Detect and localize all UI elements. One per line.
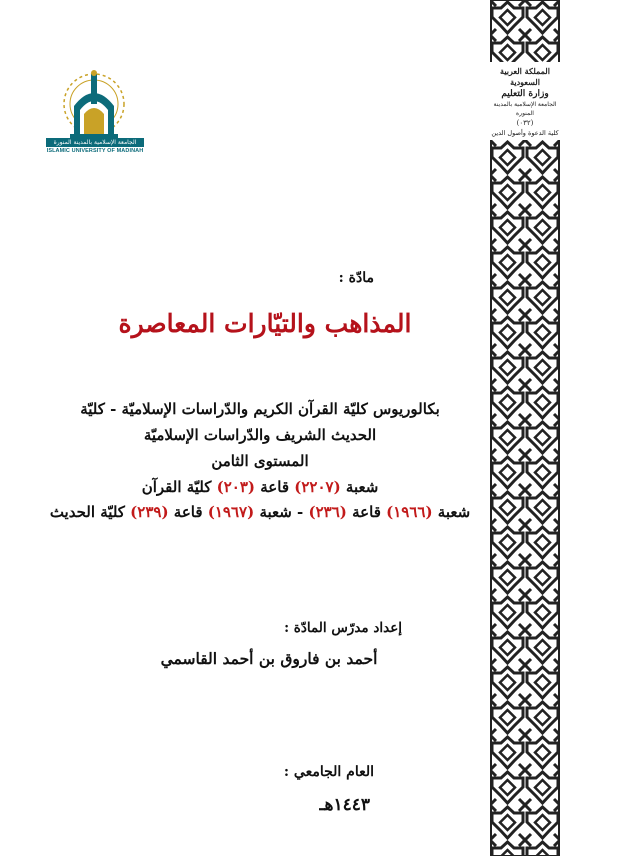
prepared-by-label: إعداد مدرّس المادّة :	[284, 620, 402, 636]
section-word: شعبة	[437, 503, 471, 521]
ministry-name: وزارة التعليم	[501, 89, 549, 99]
section-line-quran	[30, 478, 490, 496]
section-word: - شعبة	[259, 503, 304, 521]
academic-year-label: العام الجامعي :	[283, 764, 374, 780]
university-name-arabic: الجامعة الإسلامية بالمدينة المنورة	[46, 138, 144, 147]
program-line-2: الحديث الشريف والدّراسات الإسلاميّة	[143, 426, 377, 444]
subject-title: المذاهب والتيّارات المعاصرة	[118, 309, 412, 338]
subject-label: مادّة :	[338, 270, 374, 286]
section-number: (١٩٦٧)	[207, 503, 255, 521]
academic-year-value: ١٤٤٣هـ	[319, 795, 370, 815]
hall-number: (٢٠٣)	[216, 478, 256, 496]
author-name: أحمد بن فاروق بن أحمد القاسمي	[160, 649, 378, 668]
ministry-university: الجامعة الإسلامية بالمدينة المنورة	[493, 101, 557, 117]
program-line-1: بكالوريوس كليّة القرآن الكريم والدّراسات الإسلاميّة - كليّة	[80, 400, 440, 418]
hall-number: (٢٣٩)	[130, 503, 169, 521]
ministry-college: كلية الدعوة وأصول الدين	[491, 129, 559, 137]
college-name: كليّة القرآن	[141, 478, 212, 496]
college-name: كليّة الحديث	[49, 503, 125, 521]
hall-number: (٢٣٦)	[308, 503, 347, 521]
ministry-header	[490, 62, 560, 140]
section-number: (٢٢٠٧)	[294, 478, 341, 496]
hall-word: قاعة	[260, 478, 289, 496]
section-line-hadith	[30, 503, 490, 521]
hall-word: قاعة	[173, 503, 203, 521]
university-name-english: ISLAMIC UNIVERSITY OF MADINAH	[46, 148, 144, 154]
hall-word: قاعة	[352, 503, 381, 521]
ministry-country: المملكة العربية السعودية	[500, 66, 550, 87]
section-number: (١٩٦٦)	[386, 503, 433, 521]
ministry-code: (٠٣٢)	[516, 119, 534, 127]
level-line: المستوى الثامن	[211, 452, 309, 470]
section-word: شعبة	[345, 478, 379, 496]
